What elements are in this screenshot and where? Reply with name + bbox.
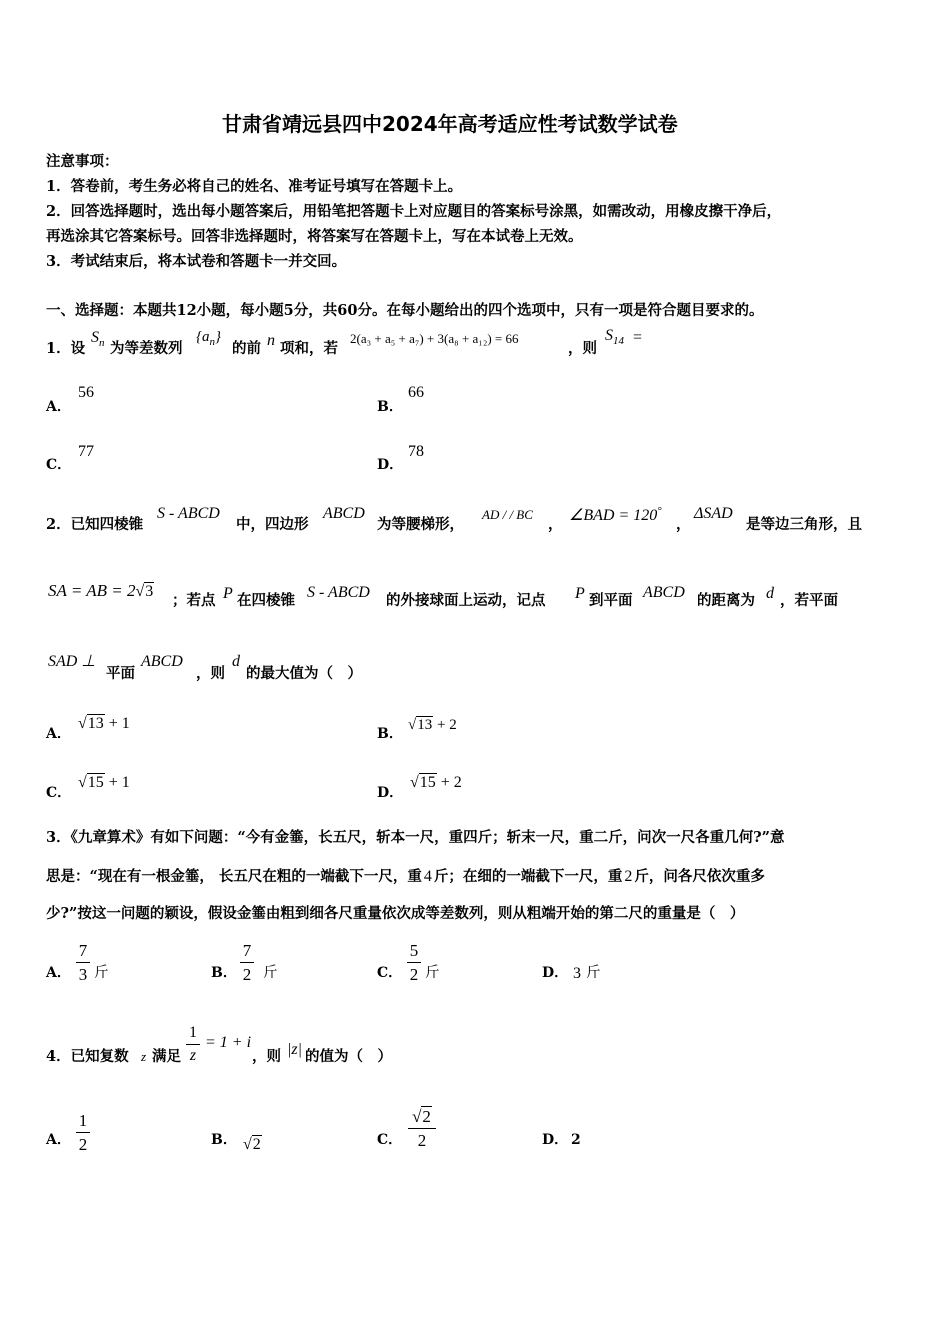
q3-option-d-unit: 斤 xyxy=(586,965,601,981)
q1-option-d: 78 xyxy=(408,443,424,460)
q1-option-c: 77 xyxy=(78,443,94,460)
q2-comma-2: ， xyxy=(676,516,691,533)
q2-text-2: 中，四边形 xyxy=(236,516,309,533)
q4-text-3: ，则 xyxy=(252,1048,281,1065)
q2-option-d-label: D． xyxy=(377,785,404,801)
q4-option-a-label: A． xyxy=(46,1132,71,1148)
q2-angle: ∠BAD = 120° xyxy=(569,505,662,524)
q1-text-3: 的前 xyxy=(232,340,261,357)
section-heading: 一、选择题：本题共12小题，每小题5分，共60分。在每小题给出的四个选项中，只有一项是符合题目要求的。 xyxy=(46,302,764,319)
q3-option-c-fraction: 5 2 xyxy=(407,942,421,983)
q3-line-1: 3．《九章算术》有如下问题：“今有金箠，长五尺，斩本一尺，重四斤；斩末一尺，重二斤，问次一尺各重几何?”意 xyxy=(46,829,785,846)
notice-item-2b: 再选涂其它答案标号。回答非选择题时，将答案写在答题卡上，写在本试卷上无效。 xyxy=(46,228,583,245)
q1-text-2: 为等差数列 xyxy=(110,340,183,357)
q1-option-a: 56 xyxy=(78,384,94,401)
q1-option-a-label: A． xyxy=(46,399,71,415)
q3-option-b-label: B． xyxy=(211,965,237,981)
q2-text-3: 为等腰梯形， xyxy=(377,516,464,533)
q4-option-d: 2 xyxy=(571,1132,581,1148)
q1-text-4: 项和，若 xyxy=(280,340,338,357)
q2-abcd: ABCD xyxy=(323,505,365,522)
q2-option-c-label: C． xyxy=(46,785,72,801)
q2-text-13: 的最大值为（ ） xyxy=(246,665,362,682)
q2-comma-1: ， xyxy=(548,516,563,533)
q4-text-4: 的值为（ ） xyxy=(305,1048,392,1065)
q3-option-b-unit: 斤 xyxy=(263,965,278,981)
q1-option-b: 66 xyxy=(408,384,424,401)
q2-abcd-3: ABCD xyxy=(141,653,183,670)
q4-option-a-fraction: 1 2 xyxy=(76,1112,90,1153)
q2-option-c: √15 + 1 xyxy=(78,774,130,791)
q1-text-5: ，则 xyxy=(568,340,597,357)
q1-n: n xyxy=(267,332,275,349)
q2-point-p: P xyxy=(223,585,233,602)
q1-option-b-label: B． xyxy=(377,399,403,415)
q1-sn: $S_n$ xyxy=(91,329,105,350)
q2-text-4: 是等边三角形，且 xyxy=(746,516,862,533)
q1-condition: 2(a₃ + a₅ + a₇) + 3(a₈ + a₁₂) = 66 xyxy=(350,331,519,346)
q3-option-a-unit: 斤 xyxy=(94,965,109,981)
q2-option-a: √13 + 1 xyxy=(78,715,130,732)
q1-text-1: 1．设 xyxy=(46,340,86,357)
q2-option-b-label: B． xyxy=(377,726,403,742)
q2-text-1: 2．已知四棱锥 xyxy=(46,516,144,533)
q1-an: $\{a_n\}$ xyxy=(196,329,221,348)
notice-item-3: 3．考试结束后，将本试卷和答题卡一并交回。 xyxy=(46,253,347,270)
q2-option-a-label: A． xyxy=(46,726,71,742)
q4-rhs: = 1 + i xyxy=(205,1034,252,1051)
q2-parallel: AD / / BC xyxy=(482,507,533,522)
q2-text-10: ，若平面 xyxy=(780,592,838,609)
q2-edge-equation: SA = AB = 2√3 xyxy=(48,581,154,600)
q1-option-d-label: D． xyxy=(377,457,404,473)
q4-option-c-label: C． xyxy=(377,1132,403,1148)
q4-z: z xyxy=(141,1049,147,1064)
q2-option-b: √13 + 2 xyxy=(408,717,457,733)
page-title: 甘肃省靖远县四中2024年高考适应性考试数学试卷 xyxy=(222,112,678,136)
q4-option-d-label: D． xyxy=(542,1132,569,1148)
q3-option-a-label: A． xyxy=(46,965,71,981)
q2-text-9: 的距离为 xyxy=(697,592,755,609)
q1-s14: $S_{14}$ xyxy=(605,327,624,348)
q2-text-7: 的外接球面上运动，记点 xyxy=(386,592,546,609)
q2-option-d: √15 + 2 xyxy=(410,774,462,791)
q4-option-b-label: B． xyxy=(211,1132,237,1148)
q1-equals: = xyxy=(633,329,643,346)
q1-option-c-label: C． xyxy=(46,457,72,473)
q4-fraction: 1 z xyxy=(186,1025,200,1064)
q4-text-2: 满足 xyxy=(152,1048,181,1065)
q2-text-11: 平面 xyxy=(106,665,135,682)
q3-option-c-label: C． xyxy=(377,965,403,981)
q2-d-2: d xyxy=(232,653,240,670)
q2-d: d xyxy=(766,585,774,602)
q3-option-d-label: D． xyxy=(542,965,569,981)
q3-option-b-fraction: 7 2 xyxy=(240,942,254,983)
notice-item-1: 1．答卷前，考生务必将自己的姓名、准考证号填写在答题卡上。 xyxy=(46,178,463,195)
q3-option-d-value: 3 xyxy=(573,965,581,982)
q3-line-3: 少?”按这一问题的颖设，假设金箠由粗到细各尺重量依次成等差数列，则从粗端开始的第二尺的重量是（ ） xyxy=(46,905,745,922)
q2-pyramid: S - ABCD xyxy=(157,505,220,522)
q2-text-6: 在四棱锥 xyxy=(237,592,295,609)
q2-text-8: 到平面 xyxy=(589,592,633,609)
q3-option-c-unit: 斤 xyxy=(425,965,440,981)
notice-item-2a: 2．回答选择题时，选出每小题答案后，用铅笔把答题卡上对应题目的答案标号涂黑，如需改动，用橡皮擦干净后， xyxy=(46,203,782,220)
q4-option-b: √2 xyxy=(243,1136,261,1153)
q2-pyramid-2: S - ABCD xyxy=(307,584,370,601)
q4-abs-z: |z| xyxy=(287,1041,303,1058)
q2-text-5: ；若点 xyxy=(172,592,216,609)
q2-perpendicular: SAD ⊥ xyxy=(48,653,96,670)
q2-triangle: ΔSAD xyxy=(694,505,733,522)
q4-text-1: 4．已知复数 xyxy=(46,1048,129,1065)
q3-line-2: 思是：“现在有一根金箠， 长五尺在粗的一端截下一尺，重 4 斤；在细的一端截下一尺，重 2 斤，问各尺依次重多 xyxy=(46,868,765,885)
q4-option-c-fraction: √2 2 xyxy=(408,1108,436,1149)
q3-option-a-fraction: 7 3 xyxy=(76,942,90,983)
q2-text-12: ，则 xyxy=(196,665,225,682)
q2-point-p-2: P xyxy=(575,585,585,602)
notice-heading: 注意事项： xyxy=(46,153,119,170)
q2-abcd-2: ABCD xyxy=(643,584,685,601)
